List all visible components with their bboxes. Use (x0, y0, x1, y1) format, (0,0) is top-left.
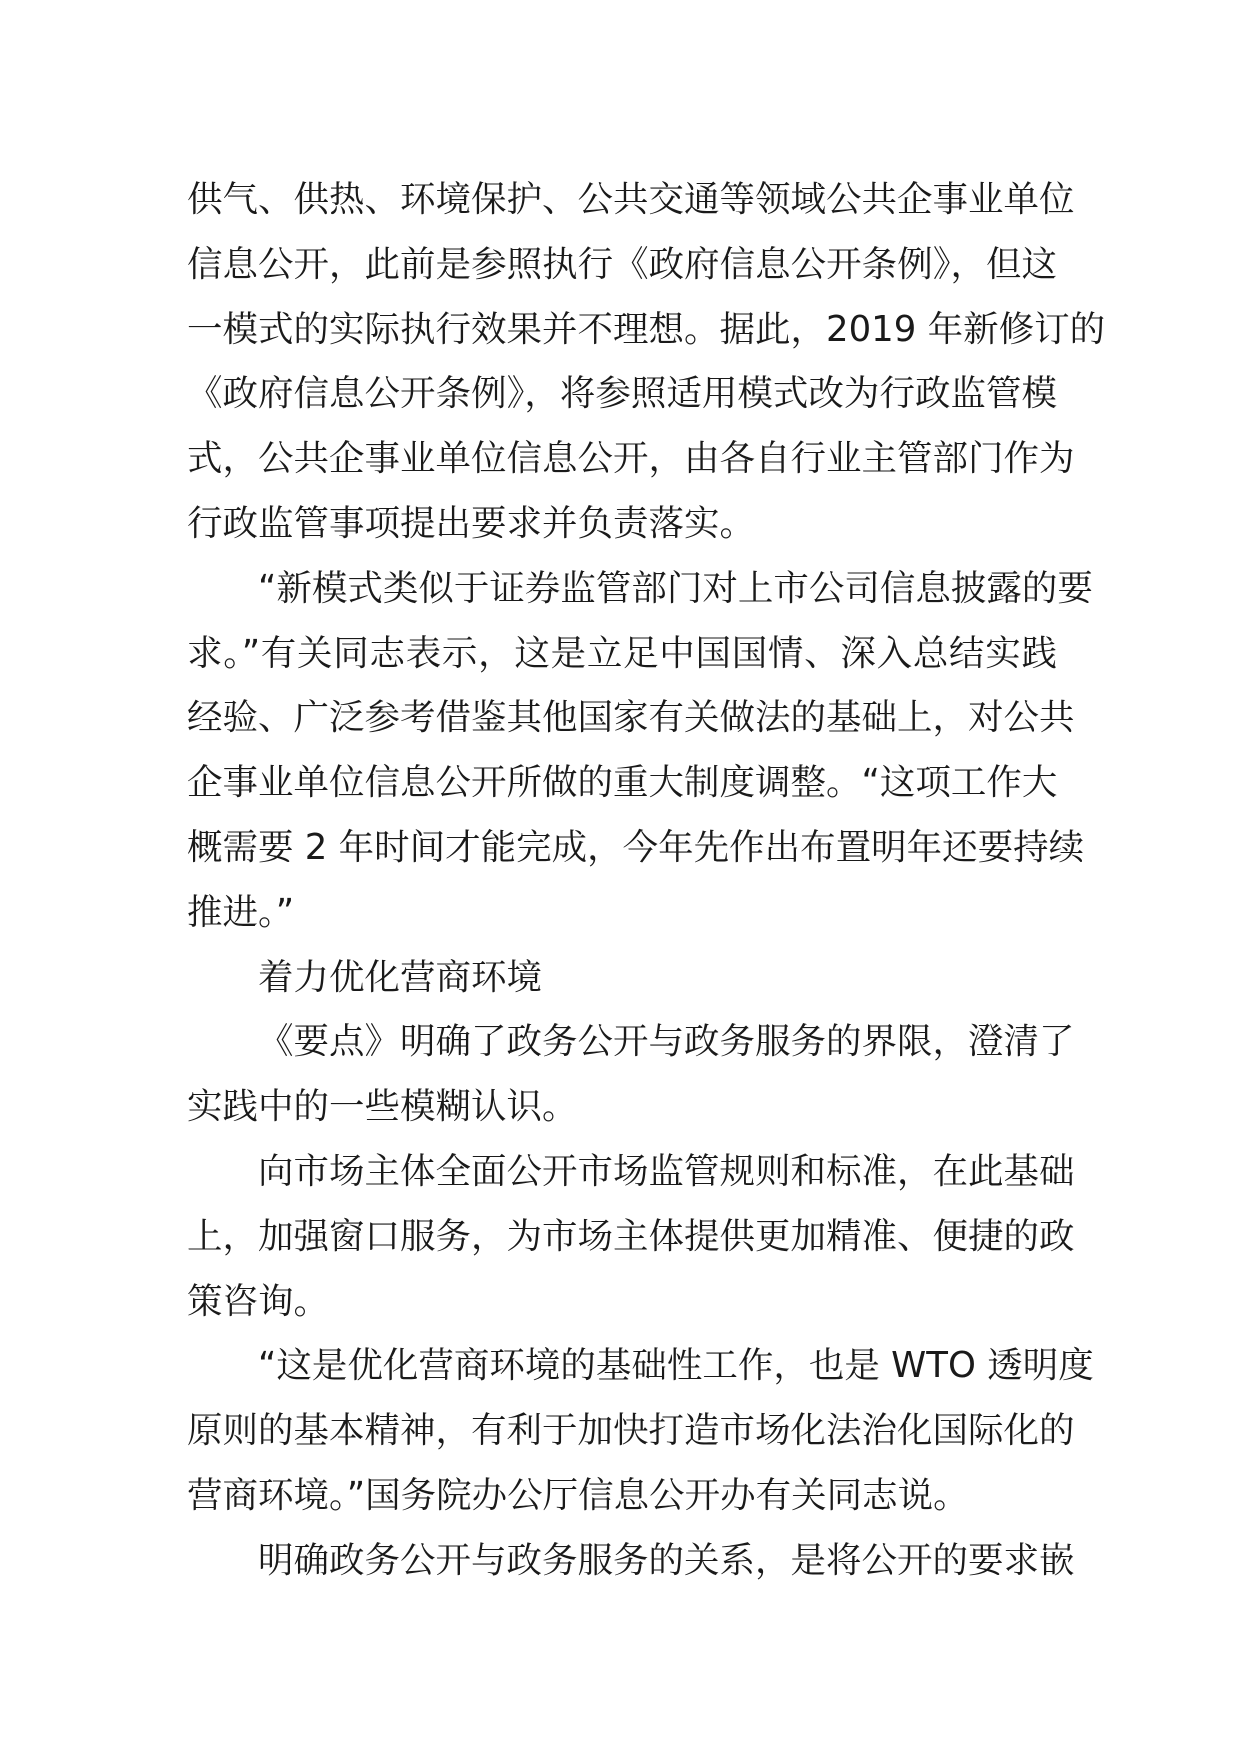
paragraph-3 (187, 1010, 1075, 1140)
text-line: “新模式类似于证券监管部门对上市公司信息披露的要 (258, 567, 1093, 609)
text-line: 明确政务公开与政务服务的关系，是将公开的要求嵌 (258, 1539, 1075, 1581)
text-line: 实践中的一些模糊认识。 (187, 1086, 578, 1128)
paragraph-1 (187, 168, 1106, 557)
section-heading (187, 946, 1057, 1011)
text-line: 原则的基本精神，有利于加快打造市场化法治化国际化的 (187, 1410, 1075, 1452)
text-line: 供气、供热、环境保护、公共交通等领域公共企事业单位 (187, 179, 1075, 220)
text-line: 向市场主体全面公开市场监管规则和标准，在此基础 (258, 1150, 1075, 1192)
text-line: 求。”有关同志表示，这是立足中国国情、深入总结实践 (187, 632, 1057, 674)
document-page (187, 168, 1106, 1594)
text-line: 营商环境。”国务院办公厅信息公开办有关同志说。 (187, 1474, 969, 1516)
text-line: 信息公开，此前是参照执行《政府信息公开条例》，但这 (187, 243, 1057, 285)
text-line: 《要点》明确了政务公开与政务服务的界限，澄清了 (258, 1021, 1075, 1063)
text-line: 《政府信息公开条例》，将参照适用模式改为行政监管模 (187, 373, 1057, 415)
paragraph-4 (187, 1140, 1075, 1334)
text-line: 一模式的实际执行效果并不理想。据此，2019 年新修订的 (187, 308, 1106, 350)
text-line: 式，公共企事业单位信息公开，由各自行业主管部门作为 (187, 438, 1075, 480)
paragraph-6 (187, 1529, 1075, 1594)
text-line: 行政监管事项提出要求并负责落实。 (187, 502, 756, 544)
text-line: 概需要 2 年时间才能完成，今年先作出布置明年还要持续 (187, 826, 1085, 868)
text-line: 推进。” (187, 891, 295, 933)
text-line: “这是优化营商环境的基础性工作，也是 WTO 透明度 (258, 1345, 1094, 1387)
text-line: 经验、广泛参考借鉴其他国家有关做法的基础上，对公共 (187, 697, 1075, 739)
paragraph-5 (187, 1334, 1094, 1528)
paragraph-2 (187, 557, 1093, 946)
text-line: 着力优化营商环境 (258, 956, 543, 998)
text-line: 上，加强窗口服务，为市场主体提供更加精准、便捷的政 (187, 1215, 1075, 1257)
text-line: 策咨询。 (187, 1280, 330, 1322)
text-line: 企事业单位信息公开所做的重大制度调整。“这项工作大 (187, 762, 1058, 804)
